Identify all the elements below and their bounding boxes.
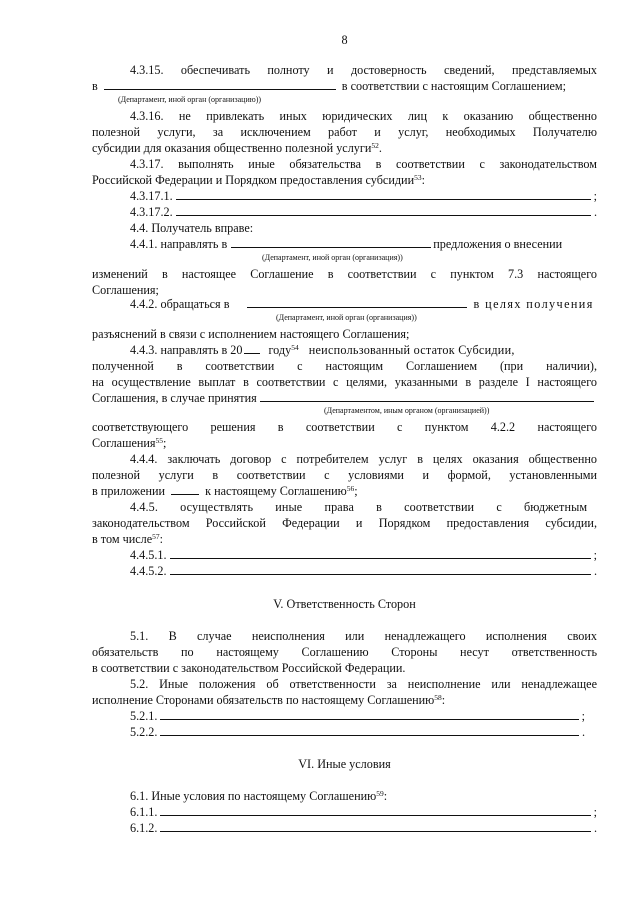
clause-6-1-2-row (130, 820, 597, 836)
clause-4-4-5-line-3 (92, 531, 597, 547)
clause-4-3-17-1-row (130, 188, 597, 204)
footnote-ref-53[interactable]: 53 (414, 173, 422, 182)
department-caption: (Департамент, иной орган (организация)) (262, 253, 403, 262)
clause-4-3-17-1-blank[interactable] (176, 188, 591, 200)
footnote-ref-56[interactable]: 56 (346, 484, 355, 493)
clause-end-punct: ; (593, 189, 597, 203)
clause-4-4-5-1-row (130, 547, 597, 563)
clause-5-2-1-row (130, 708, 585, 724)
footnote-ref-57[interactable]: 57 (152, 532, 160, 541)
clause-4-4-4-line-2: полезной услуги в соответствии с условиями и формой, установленными (92, 468, 597, 482)
clause-4-4-3-text-e: Соглашения (92, 436, 156, 450)
clause-4-3-17-1-label: 4.3.17.1. (130, 189, 173, 203)
footnote-ref-54[interactable]: 54 (291, 343, 299, 352)
clause-6-1-2-label: 6.1.2. (130, 821, 158, 835)
clause-5-1-line-3: в соответствии с законодательством Российской Федерации. (92, 661, 406, 675)
department-blank-field[interactable] (247, 296, 467, 308)
clause-4-4-3-text-d: Соглашения, в случае принятия (92, 391, 257, 405)
department-blank-field[interactable] (260, 390, 594, 402)
clause-4-4-4-line-1: 4.4.4. заключать договор с потребителем услуг в целях оказания общественно (130, 452, 597, 466)
clause-4-4-3-line-3: на осуществление выплат в соответствии с целями, указанными в разделе I настоящего (92, 375, 597, 389)
clause-4-4-4-line-3 (92, 483, 597, 499)
clause-4-4-5-2-blank[interactable] (170, 563, 591, 575)
clause-5-2-1-blank[interactable] (160, 708, 578, 720)
department-caption: (Департамент, иной орган (организация)) (276, 313, 417, 322)
clause-4-4-5-2-row (130, 563, 597, 579)
clause-5-1-line-1: 5.1. В случае неисполнения или ненадлежащего исполнения своих (130, 629, 597, 643)
department-blank-field[interactable] (104, 78, 336, 90)
clause-4-4-3-text-a: 4.4.3. направлять в 20 (130, 343, 243, 357)
clause-4-4-5-line-2: законодательством Российской Федерации и Порядком предоставления субсидии, (92, 516, 597, 530)
footnote-ref-52[interactable]: 52 (371, 141, 379, 150)
clause-4-3-17-2-row (130, 204, 597, 220)
clause-end-punct: . (581, 725, 585, 739)
year-blank-field[interactable] (244, 342, 260, 354)
clause-5-2-2-blank[interactable] (160, 724, 579, 736)
clause-end-punct: . (593, 821, 597, 835)
clause-end-punct: : (383, 789, 388, 803)
clause-end-punct: . (378, 141, 382, 155)
clause-end-punct: ; (354, 484, 358, 498)
clause-4-4-1-post: предложения о внесении (433, 237, 563, 251)
clause-5-2-2-row (130, 724, 585, 740)
department-caption: (Департаментом, иным органом (организацией)) (324, 406, 490, 415)
clause-4-4-5-2-label: 4.4.5.2. (130, 564, 167, 578)
clause-end-punct: ; (593, 548, 597, 562)
clause-end-punct: : (421, 173, 425, 187)
clause-4-3-15-pre: в (92, 79, 98, 93)
clause-4-4-4-text-a: в приложении (92, 484, 166, 498)
clause-4-3-15-post: в соответствии с настоящим Соглашением; (341, 79, 567, 93)
clause-end-punct: ; (593, 805, 597, 819)
clause-4-4-1-line-3: Соглашения; (92, 283, 159, 297)
clause-6-1-1-blank[interactable] (160, 804, 590, 816)
clause-4-4-2-pre: 4.4.2. обращаться в (130, 297, 230, 311)
clause-4-4-1-line-2: изменений в настоящее Соглашение в соответствии с пунктом 7.3 настоящего (92, 267, 597, 281)
clause-4-4-2-post: в целях получения (473, 297, 594, 311)
clause-6-1-1-label: 6.1.1. (130, 805, 158, 819)
clause-4-3-17-line-2 (92, 172, 597, 188)
clause-4-3-17-text: Российской Федерации и Порядком предоставления субсидии (92, 173, 415, 187)
clause-6-1-2-blank[interactable] (160, 820, 591, 832)
page-number: 8 (341, 33, 348, 47)
clause-end-punct: ; (581, 709, 585, 723)
clause-end-punct: : (159, 532, 164, 546)
clause-4-4-1-line-1 (130, 236, 597, 252)
clause-6-1-1-row (130, 804, 597, 820)
clause-4-4-3-line-6 (92, 435, 597, 451)
clause-4-3-17-line-1: 4.3.17. выполнять иные обязательства в соответствии с законодательством (130, 157, 597, 171)
clause-4-4-5-text: в том числе (92, 532, 153, 546)
clause-4-4-3-line-1 (130, 342, 597, 358)
clause-end-punct: . (593, 564, 597, 578)
clause-4-4-3-text-b: году (268, 343, 292, 357)
clause-4-3-15-line-2 (92, 78, 597, 94)
clause-4-4-1-pre: 4.4.1. направлять в (130, 237, 228, 251)
clause-4-4-3-line-5: соответствующего решения в соответствии с пунктом 4.2.2 настоящего (92, 420, 597, 434)
clause-4-4-5-line-1: 4.4.5. осуществлять иные права в соответствии с бюджетным (130, 500, 588, 514)
section-5-heading: V. Ответственность Сторон (273, 597, 416, 611)
clause-5-2-2-label: 5.2.2. (130, 725, 158, 739)
clause-4-4-3-line-2: полученной в соответствии с настоящим Соглашением (при наличии), (92, 359, 597, 373)
clause-4-3-16-line-3 (92, 140, 597, 156)
clause-4-4-5-1-blank[interactable] (170, 547, 591, 559)
clause-4-3-16-text: субсидии для оказания общественно полезной услуги (92, 141, 372, 155)
section-6-heading: VI. Иные условия (298, 757, 391, 771)
clause-end-punct: ; (163, 436, 167, 450)
clause-5-2-line-2 (92, 692, 597, 708)
clause-6-1-line (130, 788, 597, 804)
footnote-ref-59[interactable]: 59 (376, 789, 384, 798)
clause-6-1-text: 6.1. Иные условия по настоящему Соглашению (130, 789, 377, 803)
department-caption: (Департамент, иной орган (организацию)) (118, 95, 262, 104)
clause-5-2-text: исполнение Сторонами обязательств по настоящему Соглашению (92, 693, 435, 707)
clause-4-4-2-line-1 (130, 296, 597, 312)
footnote-ref-55[interactable]: 55 (155, 436, 164, 445)
clause-5-1-line-2: обязательств по настоящему Соглашению Стороны несут ответственность (92, 645, 597, 659)
clause-end-punct: . (593, 205, 597, 219)
appendix-number-blank[interactable] (171, 483, 199, 495)
clause-4-4-4-text-b: к настоящему Соглашению (205, 484, 347, 498)
clause-4-4-5-1-label: 4.4.5.1. (130, 548, 167, 562)
clause-5-2-1-label: 5.2.1. (130, 709, 158, 723)
clause-5-2-line-1: 5.2. Иные положения об ответственности за неисполнение или ненадлежащее (130, 677, 597, 691)
clause-4-3-15-line-1: 4.3.15. обеспечивать полноту и достоверность сведений, представляемых (130, 63, 597, 77)
clause-4-3-17-2-blank[interactable] (176, 204, 591, 216)
clause-4-4-3-line-4 (92, 390, 597, 406)
department-blank-field[interactable] (231, 236, 431, 248)
clause-4-3-16-line-1: 4.3.16. не привлекать иных юридических лиц к оказанию общественно (130, 109, 597, 123)
clause-4-4-2-line-2: разъяснений в связи с исполнением настоящего Соглашения; (92, 327, 410, 341)
footnote-ref-58[interactable]: 58 (434, 693, 442, 702)
clause-4-3-16-line-2: полезной услуги, за исключением работ и услуг, необходимых Получателю (92, 125, 597, 139)
clause-end-punct: : (441, 693, 446, 707)
clause-4-3-17-2-label: 4.3.17.2. (130, 205, 173, 219)
clause-4-4-title: 4.4. Получатель вправе: (130, 221, 254, 235)
clause-4-4-3-text-c: неиспользованный остаток Субсидии, (308, 343, 515, 357)
